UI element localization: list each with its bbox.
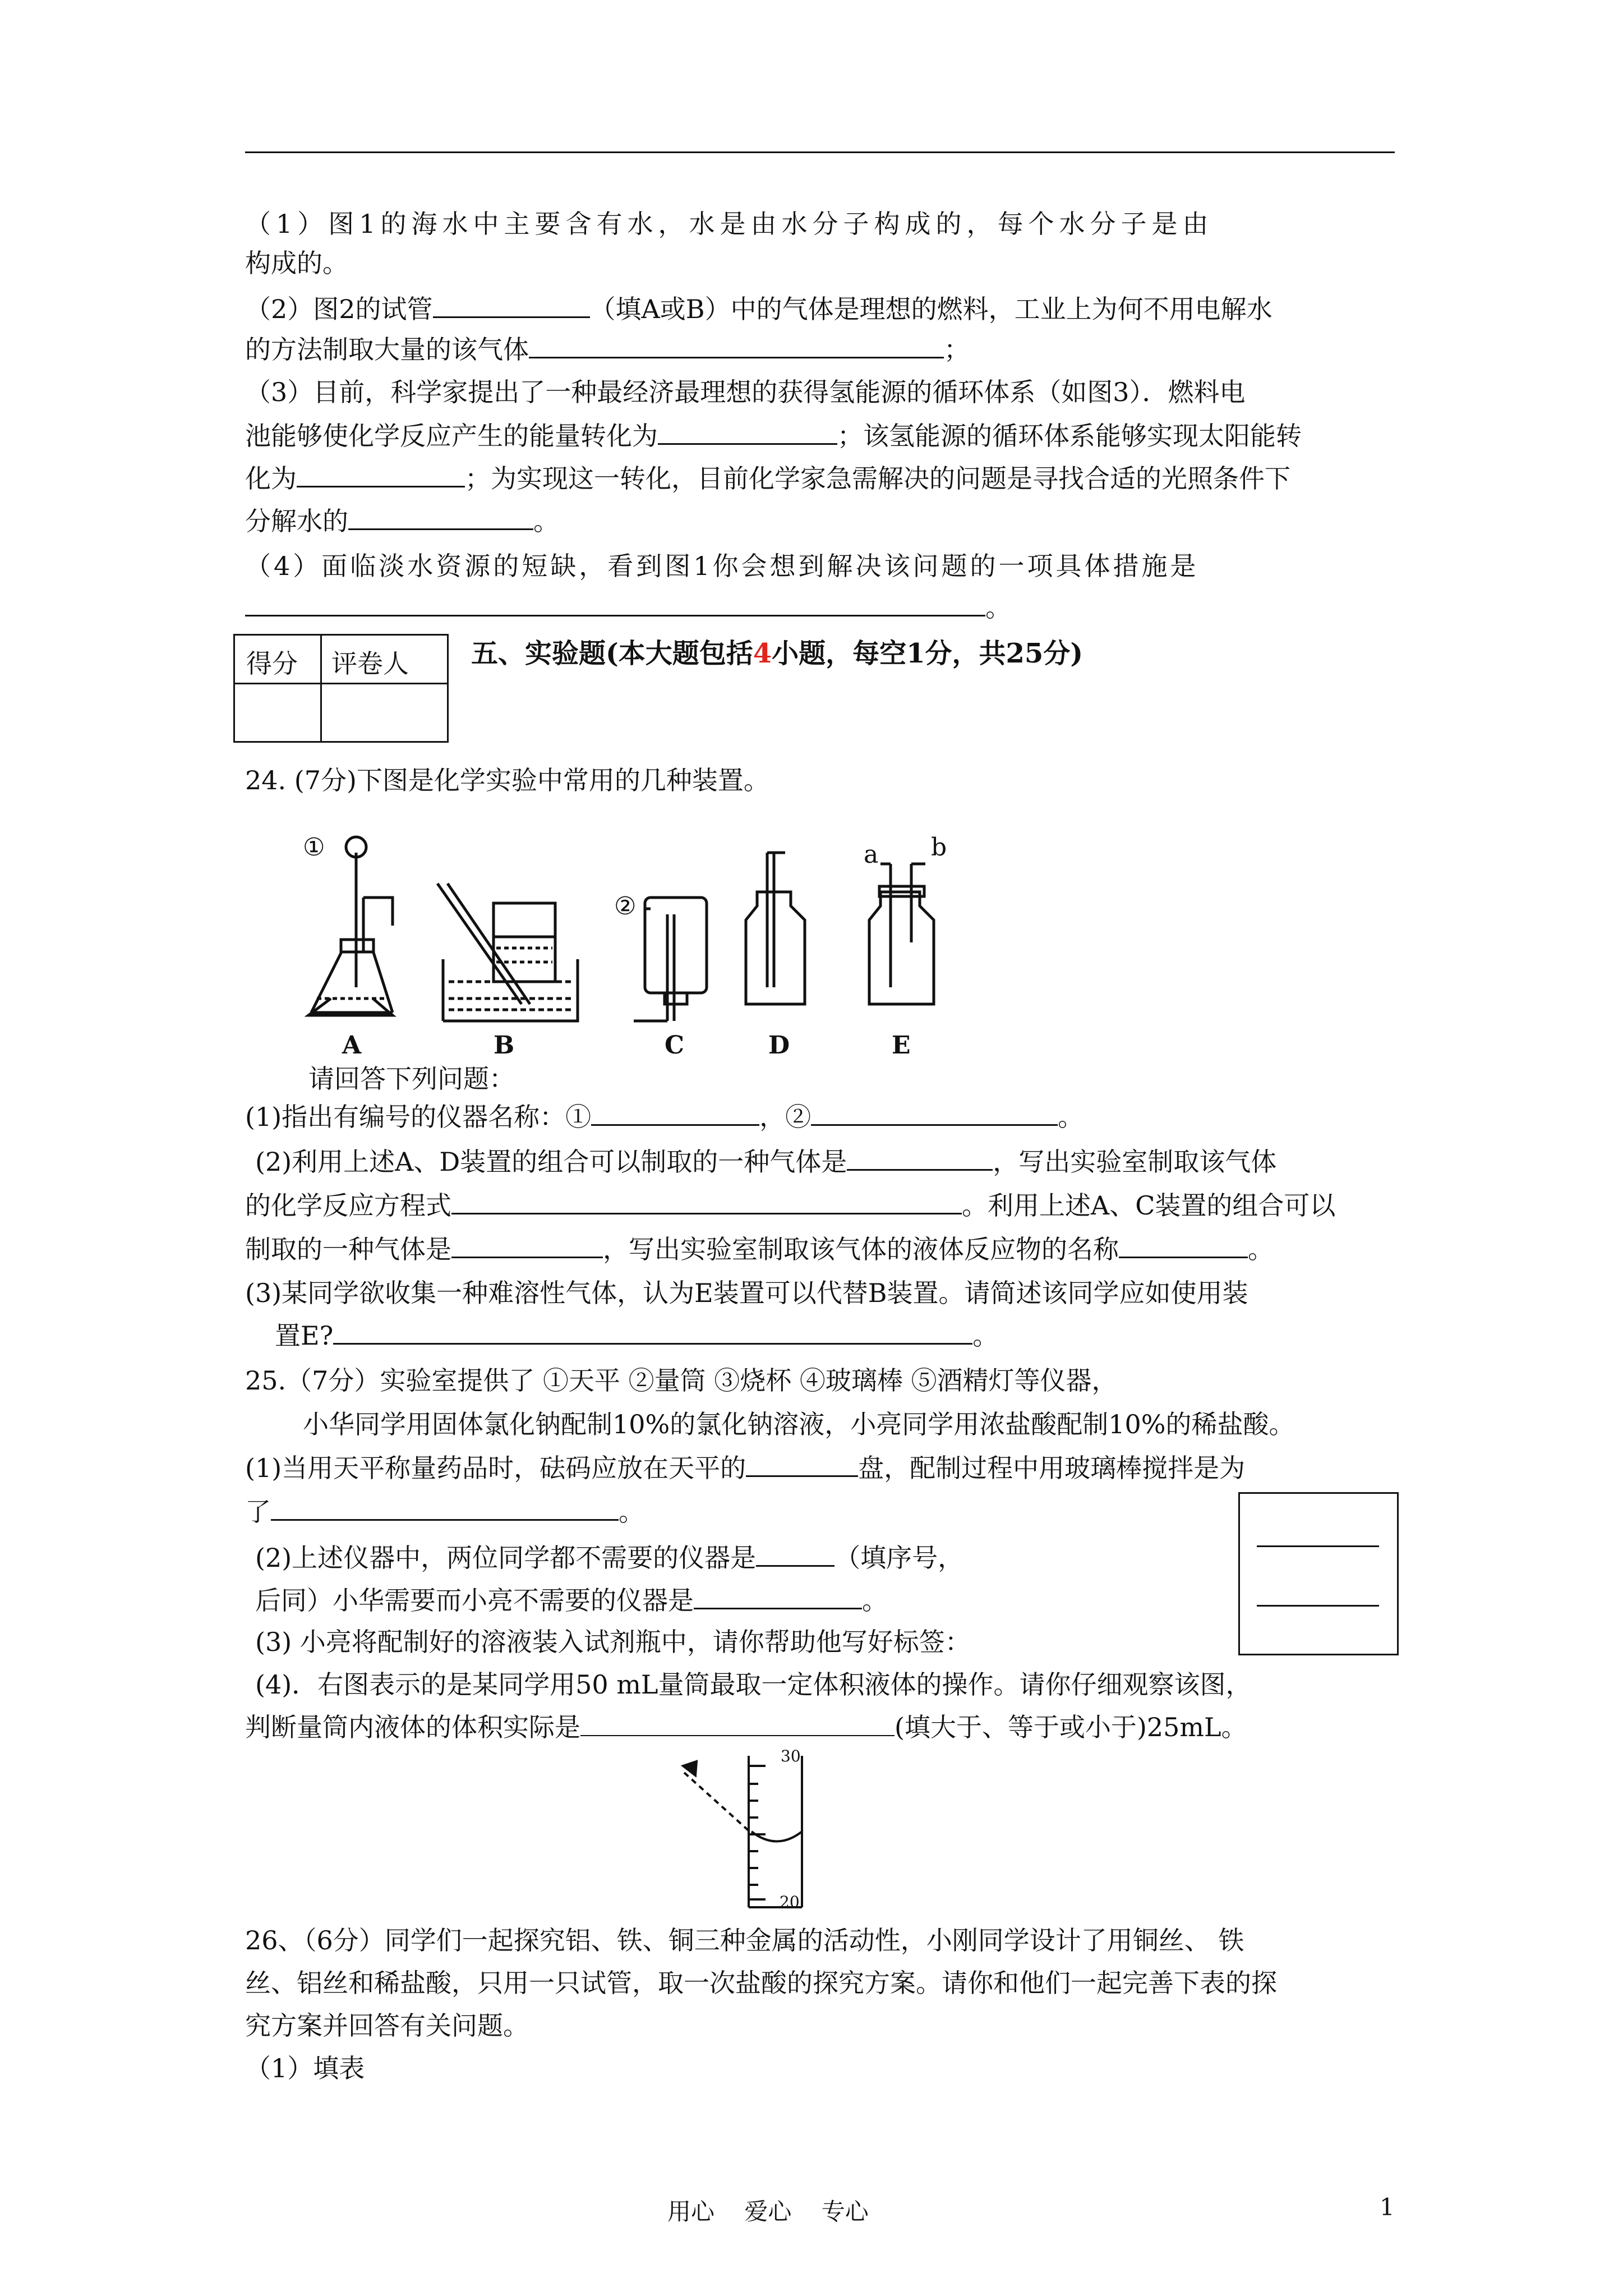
score-cell[interactable] — [235, 684, 320, 741]
q25-part4-line1: (4)．右图表示的是某同学用50 mL量筒最取一定体积液体的操作。请你仔细观察该图， — [255, 1669, 1252, 1700]
q24-part2-line2 — [245, 1188, 1335, 1223]
text: 判断量筒内液体的体积实际是 — [245, 1712, 580, 1742]
text: ，写出实验室制取该气体的液体反应物的名称 — [603, 1234, 1119, 1264]
q25-part1-line1 — [245, 1451, 1245, 1485]
q26-line1: 26、（6分）同学们一起探究铝、铁、铜三种金属的活动性，小刚同学设计了用铜丝、 铁 — [245, 1925, 1244, 1955]
text: (1)当用天平称量药品时，砝码应放在天平的 — [245, 1453, 746, 1483]
label-c: C — [665, 1031, 685, 1060]
text: 的化学反应方程式 — [245, 1190, 451, 1221]
text: 。 — [1058, 1102, 1084, 1132]
q23-part1-line2: 构成的。 — [245, 248, 348, 278]
question-count: 4 — [753, 638, 772, 669]
text: ，写出实验室制取该气体 — [993, 1147, 1277, 1177]
label-b: B — [494, 1031, 515, 1060]
answer-blank[interactable] — [529, 332, 944, 358]
apparatus-a — [308, 837, 393, 1015]
apparatus-b — [437, 884, 578, 1021]
q25-part3: (3) 小亮将配制好的溶液装入试剂瓶中，请你帮助他写好标签： — [255, 1627, 971, 1657]
q24-prompt: 请回答下列问题： — [308, 1064, 515, 1094]
text: ；该氢能源的循环体系能够实现太阳能转 — [837, 421, 1302, 451]
tube-label-b: b — [931, 833, 947, 862]
answer-blank[interactable] — [245, 590, 985, 616]
apparatus-d — [746, 853, 805, 1004]
text: 五、实验题(本大题包括 — [471, 638, 753, 669]
text: 。利用上述A、C装置的组合可以 — [962, 1190, 1336, 1221]
answer-blank[interactable] — [694, 1583, 862, 1609]
text: （填序号， — [834, 1543, 964, 1573]
grader-label: 评卷人 — [331, 648, 409, 679]
answer-blank[interactable] — [847, 1144, 993, 1171]
text: 制取的一种气体是 — [245, 1234, 451, 1264]
q23-part2-line1 — [245, 292, 1272, 326]
answer-blank[interactable] — [591, 1099, 759, 1126]
header-rule — [245, 151, 1395, 153]
grader-cell[interactable] — [322, 684, 447, 741]
q24-part2-line1 — [255, 1144, 1276, 1179]
text: 。 — [619, 1497, 644, 1527]
answer-blank[interactable] — [451, 1188, 962, 1214]
text: 。 — [1248, 1234, 1274, 1264]
marker-1: ① — [303, 833, 325, 862]
reagent-label-box — [1238, 1492, 1399, 1655]
footer-motto: 用心 爱心 专心 — [667, 2198, 869, 2225]
q23-part3-line1: （3）目前，科学家提出了一种最经济最理想的获得氢能源的循环体系（如图3）．燃料电 — [245, 377, 1246, 407]
q24-part3-line1: (3)某同学欲收集一种难溶性气体，认为E装置可以代替B装置。请简述该同学应如使用装 — [245, 1278, 1248, 1308]
answer-blank[interactable] — [1119, 1232, 1248, 1258]
text: 后同）小华需要而小亮不需要的仪器是 — [255, 1585, 694, 1616]
text: 。 — [862, 1585, 888, 1616]
text: (2)利用上述A、D装置的组合可以制取的一种气体是 — [255, 1147, 847, 1177]
answer-blank[interactable] — [746, 1451, 858, 1477]
text: 池能够使化学反应产生的能量转化为 — [245, 421, 658, 451]
q24-part1 — [245, 1099, 1083, 1134]
q23-part3-line2 — [245, 418, 1302, 453]
text: ； — [944, 334, 970, 365]
q23-part3-line4 — [245, 504, 559, 539]
cylinder-bottom-mark: 20 — [780, 1893, 800, 1911]
q24-intro: 24. (7分)下图是化学实验中常用的几种装置。 — [245, 765, 769, 795]
section-5-title — [471, 636, 1083, 671]
q24-part3-line2 — [275, 1318, 998, 1353]
text: 置E? — [275, 1320, 334, 1351]
label-a: A — [342, 1031, 362, 1060]
tube-label-a: a — [864, 840, 879, 869]
text: 的方法制取大量的该气体 — [245, 334, 529, 365]
label-line-2[interactable] — [1257, 1605, 1379, 1607]
q25-part4-line2 — [245, 1710, 1247, 1745]
text: ；为实现这一转化，目前化学家急需解决的问题是寻找合适的光照条件下 — [465, 463, 1290, 494]
marker-2: ② — [614, 892, 637, 921]
answer-blank[interactable] — [333, 1318, 972, 1345]
q23-part2-line2 — [245, 332, 970, 367]
q25-part2-line2 — [255, 1583, 888, 1618]
q26-line4: （1）填表 — [245, 2053, 365, 2083]
q26-line2: 丝、铝丝和稀盐酸，只用一只试管，取一次盐酸的探究方案。请你和他们一起完善下表的探 — [245, 1968, 1277, 1998]
q25-line2: 小华同学用固体氯化钠配制10%的氯化钠溶液，小亮同学用浓盐酸配制10%的稀盐酸。 — [303, 1409, 1295, 1439]
label-line-1[interactable] — [1257, 1545, 1379, 1547]
label-d: D — [768, 1031, 790, 1060]
answer-blank[interactable] — [433, 292, 590, 318]
q25-part1-line2 — [245, 1494, 644, 1529]
answer-blank[interactable] — [348, 504, 533, 530]
score-label: 得分 — [246, 648, 298, 679]
q23-part3-line3 — [245, 461, 1290, 496]
answer-blank[interactable] — [756, 1540, 834, 1567]
answer-blank[interactable] — [271, 1494, 619, 1521]
text: 小题，每空1分，共25分) — [772, 638, 1083, 669]
text: （填A或B）中的气体是理想的燃料，工业上为何不用电解水 — [589, 294, 1272, 324]
page-number: 1 — [1380, 2193, 1395, 2221]
q24-part2-line3 — [245, 1232, 1274, 1267]
text: （2）图2的试管 — [245, 294, 433, 324]
text: 了 — [245, 1497, 271, 1527]
text: (2)上述仪器中，两位同学都不需要的仪器是 — [255, 1543, 757, 1573]
text: (1)指出有编号的仪器名称：① — [245, 1102, 592, 1132]
apparatus-labels — [303, 833, 947, 1060]
score-box — [233, 634, 449, 743]
text: 。 — [972, 1320, 999, 1351]
answer-blank[interactable] — [658, 418, 837, 445]
text: 。 — [985, 592, 1011, 623]
apparatus-c — [634, 898, 707, 1021]
q23-part4-line2 — [245, 590, 1011, 625]
text: 盘，配制过程中用玻璃棒搅拌是为 — [858, 1453, 1246, 1483]
apparatus-figure — [297, 830, 1138, 1060]
measuring-cylinder-figure — [662, 1745, 830, 1913]
answer-blank[interactable] — [451, 1232, 603, 1258]
text: 化为 — [245, 463, 297, 494]
q23-part1-line1: （1）图1的海水中主要含有水，水是由水分子构成的，每个水分子是由 — [245, 209, 1214, 239]
text: 。 — [533, 506, 559, 536]
q25-line1: 25.（7分）实验室提供了 ①天平 ②量筒 ③烧杯 ④玻璃棒 ⑤酒精灯等仪器， — [245, 1365, 1118, 1396]
text: ，② — [759, 1102, 811, 1132]
answer-blank[interactable] — [580, 1710, 895, 1736]
cylinder-top-mark: 30 — [781, 1747, 801, 1765]
q23-part4-line1: （4）面临淡水资源的短缺，看到图1你会想到解决该问题的一项具体措施是 — [245, 551, 1199, 581]
q25-part2-line1 — [255, 1540, 963, 1575]
answer-blank[interactable] — [297, 461, 465, 487]
apparatus-e — [869, 864, 934, 1004]
q26-line3: 究方案并回答有关问题。 — [245, 2010, 529, 2041]
answer-blank[interactable] — [811, 1099, 1058, 1126]
text: (填大于、等于或小于)25mL。 — [895, 1712, 1247, 1742]
label-e: E — [892, 1031, 911, 1060]
text: 分解水的 — [245, 506, 348, 536]
